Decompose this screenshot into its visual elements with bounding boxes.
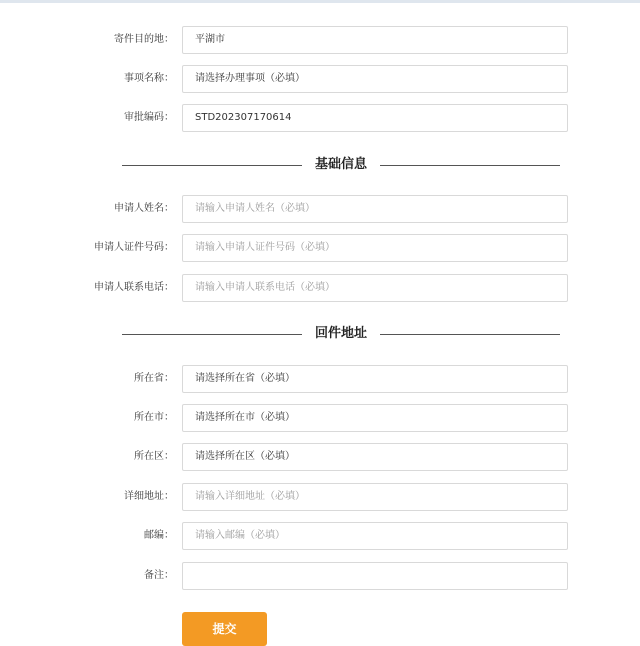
applicant-phone-input[interactable] bbox=[182, 274, 568, 302]
approval-code-label: 审批编码： bbox=[124, 112, 174, 123]
top-border bbox=[0, 0, 640, 3]
applicant-name-label: 申请人姓名： bbox=[114, 203, 174, 214]
detail-address-row bbox=[0, 483, 640, 511]
return-address-divider bbox=[122, 324, 560, 344]
province-value: 请选择所在省（必填） bbox=[195, 373, 295, 384]
divider-line-right bbox=[380, 165, 560, 166]
applicant-name-input[interactable] bbox=[182, 195, 568, 223]
applicant-phone-row bbox=[0, 274, 640, 302]
detail-address-label: 详细地址： bbox=[124, 491, 174, 502]
province-label: 所在省： bbox=[134, 373, 174, 384]
remark-row bbox=[0, 562, 640, 590]
applicant-phone-placeholder: 请输入申请人联系电话（必填） bbox=[195, 282, 335, 293]
district-label: 所在区： bbox=[134, 451, 174, 462]
district-value: 请选择所在区（必填） bbox=[195, 451, 295, 462]
item-name-label: 事项名称： bbox=[124, 73, 174, 84]
approval-code-field[interactable] bbox=[182, 104, 568, 132]
province-select[interactable] bbox=[182, 365, 568, 393]
destination-value: 平湖市 bbox=[195, 34, 225, 45]
applicant-id-input[interactable] bbox=[182, 234, 568, 262]
item-name-value: 请选择办理事项（必填） bbox=[195, 73, 305, 84]
applicant-id-placeholder: 请输入申请人证件号码（必填） bbox=[195, 242, 335, 253]
city-select[interactable] bbox=[182, 404, 568, 432]
district-select[interactable] bbox=[182, 443, 568, 471]
approval-code-value: STD202307170614 bbox=[195, 112, 292, 123]
applicant-phone-label: 申请人联系电话： bbox=[94, 282, 174, 293]
destination-row bbox=[0, 26, 640, 54]
destination-field[interactable] bbox=[182, 26, 568, 54]
submit-button[interactable]: 提交 bbox=[182, 612, 267, 646]
detail-address-input[interactable] bbox=[182, 483, 568, 511]
city-value: 请选择所在市（必填） bbox=[195, 412, 295, 423]
applicant-id-row bbox=[0, 234, 640, 262]
remark-input[interactable] bbox=[182, 562, 568, 590]
postcode-input[interactable] bbox=[182, 522, 568, 550]
district-row bbox=[0, 443, 640, 471]
applicant-name-placeholder: 请输入申请人姓名（必填） bbox=[195, 203, 315, 214]
applicant-name-row bbox=[0, 195, 640, 223]
postcode-placeholder: 请输入邮编（必填） bbox=[195, 530, 285, 541]
basic-info-divider bbox=[122, 155, 560, 175]
detail-address-placeholder: 请输入详细地址（必填） bbox=[195, 491, 305, 502]
destination-label: 寄件目的地： bbox=[114, 34, 174, 45]
item-name-select[interactable] bbox=[182, 65, 568, 93]
approval-code-row bbox=[0, 104, 640, 132]
city-label: 所在市： bbox=[134, 412, 174, 423]
city-row bbox=[0, 404, 640, 432]
return-address-title: 回件地址 bbox=[314, 326, 367, 341]
applicant-id-label: 申请人证件号码： bbox=[94, 242, 174, 253]
postcode-row bbox=[0, 522, 640, 550]
divider-line-right bbox=[380, 334, 560, 335]
province-row bbox=[0, 365, 640, 393]
item-name-row bbox=[0, 65, 640, 93]
postcode-label: 邮编： bbox=[144, 530, 174, 541]
basic-info-title: 基础信息 bbox=[314, 157, 367, 172]
remark-label: 备注： bbox=[144, 570, 174, 581]
